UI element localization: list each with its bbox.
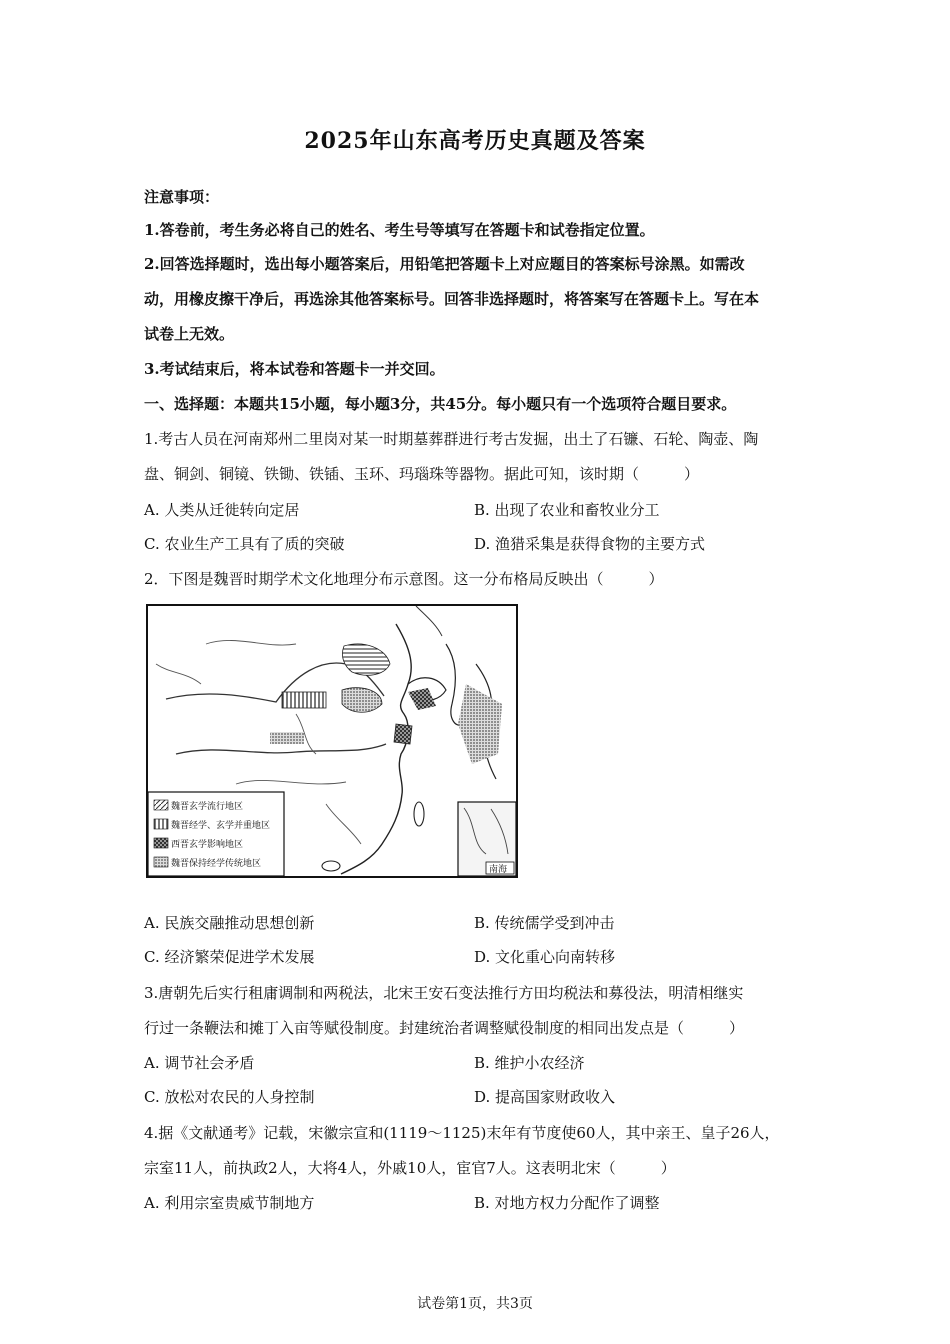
notice-heading: 注意事项： <box>144 188 220 206</box>
q3-option-a: A. 调节社会矛盾 <box>144 1054 255 1072</box>
q3-option-b: B. 维护小农经济 <box>474 1054 585 1072</box>
q4-option-a: A. 利用宗室贵威节制地方 <box>144 1194 315 1212</box>
q1-option-a: A. 人类从迁徙转向定居 <box>144 501 300 519</box>
page-title: 2025年山东高考历史真题及答案 <box>304 128 646 154</box>
page-footer: 试卷第1页，共3页 <box>417 1296 533 1312</box>
q1-option-c: C. 农业生产工具有了质的突破 <box>144 535 345 553</box>
legend-item: 西晋玄学影响地区 <box>171 840 244 850</box>
q1-stem: 1.考古人员在河南郑州二里岗对某一时期墓葬群进行考古发掘，出土了石镰、石轮、陶壶、陶 <box>144 430 759 448</box>
notice-item: 动，用橡皮擦干净后，再选涂其他答案标号。回答非选择题时，将答案写在答题卡上。写在本 <box>144 290 760 308</box>
q1-option-d: D. 渔猎采集是获得食物的主要方式 <box>474 535 706 553</box>
q2-option-c: C. 经济繁荣促进学术发展 <box>144 948 315 966</box>
q3-option-c: C. 放松对农民的人身控制 <box>144 1088 315 1106</box>
q1-option-b: B. 出现了农业和畜牧业分工 <box>474 501 660 519</box>
notice-item: 1.答卷前，考生务必将自己的姓名、考生号等填写在答题卡和试卷指定位置。 <box>144 221 655 239</box>
notice-item: 试卷上无效。 <box>144 325 235 343</box>
wei-jin-culture-map <box>146 604 518 878</box>
inset-label: 南海 <box>489 865 508 875</box>
section-heading: 一、选择题：本题共15小题，每小题3分，共45分。每小题只有一个选项符合题目要求。 <box>144 395 737 413</box>
q3-stem: 行过一条鞭法和摊丁入亩等赋役制度。封建统治者调整赋役制度的相同出发点是（ ） <box>144 1019 745 1037</box>
notice-item: 2.回答选择题时，选出每小题答案后，用铅笔把答题卡上对应题目的答案标号涂黑。如需改 <box>144 255 745 273</box>
q1-stem: 盘、铜剑、铜镜、铁锄、铁锸、玉环、玛瑙珠等器物。据此可知，该时期（ ） <box>144 465 700 483</box>
q2-stem: 2．下图是魏晋时期学术文化地理分布示意图。这一分布格局反映出（ ） <box>144 570 664 588</box>
legend-item: 魏晋经学、玄学并重地区 <box>171 821 271 831</box>
q3-stem: 3.唐朝先后实行租庸调制和两税法，北宋王安石变法推行方田均税法和募役法，明清相继实 <box>144 984 744 1002</box>
q2-option-b: B. 传统儒学受到冲击 <box>474 914 615 932</box>
q3-option-d: D. 提高国家财政收入 <box>474 1088 616 1106</box>
legend-item: 魏晋保持经学传统地区 <box>171 859 262 869</box>
q2-option-d: D. 文化重心向南转移 <box>474 948 616 966</box>
q4-stem: 宗室11人，前执政2人，大将4人，外戚10人，宦官7人。这表明北宋（ ） <box>144 1159 676 1177</box>
q4-option-b: B. 对地方权力分配作了调整 <box>474 1194 660 1212</box>
q4-stem: 4.据《文献通考》记载，宋徽宗宣和(1119～1125)末年有节度使60人，其中亲王、皇子26人， <box>144 1124 780 1142</box>
legend-item: 魏晋玄学流行地区 <box>171 802 244 812</box>
notice-item: 3.考试结束后，将本试卷和答题卡一并交回。 <box>144 360 445 378</box>
q2-option-a: A. 民族交融推动思想创新 <box>144 914 315 932</box>
